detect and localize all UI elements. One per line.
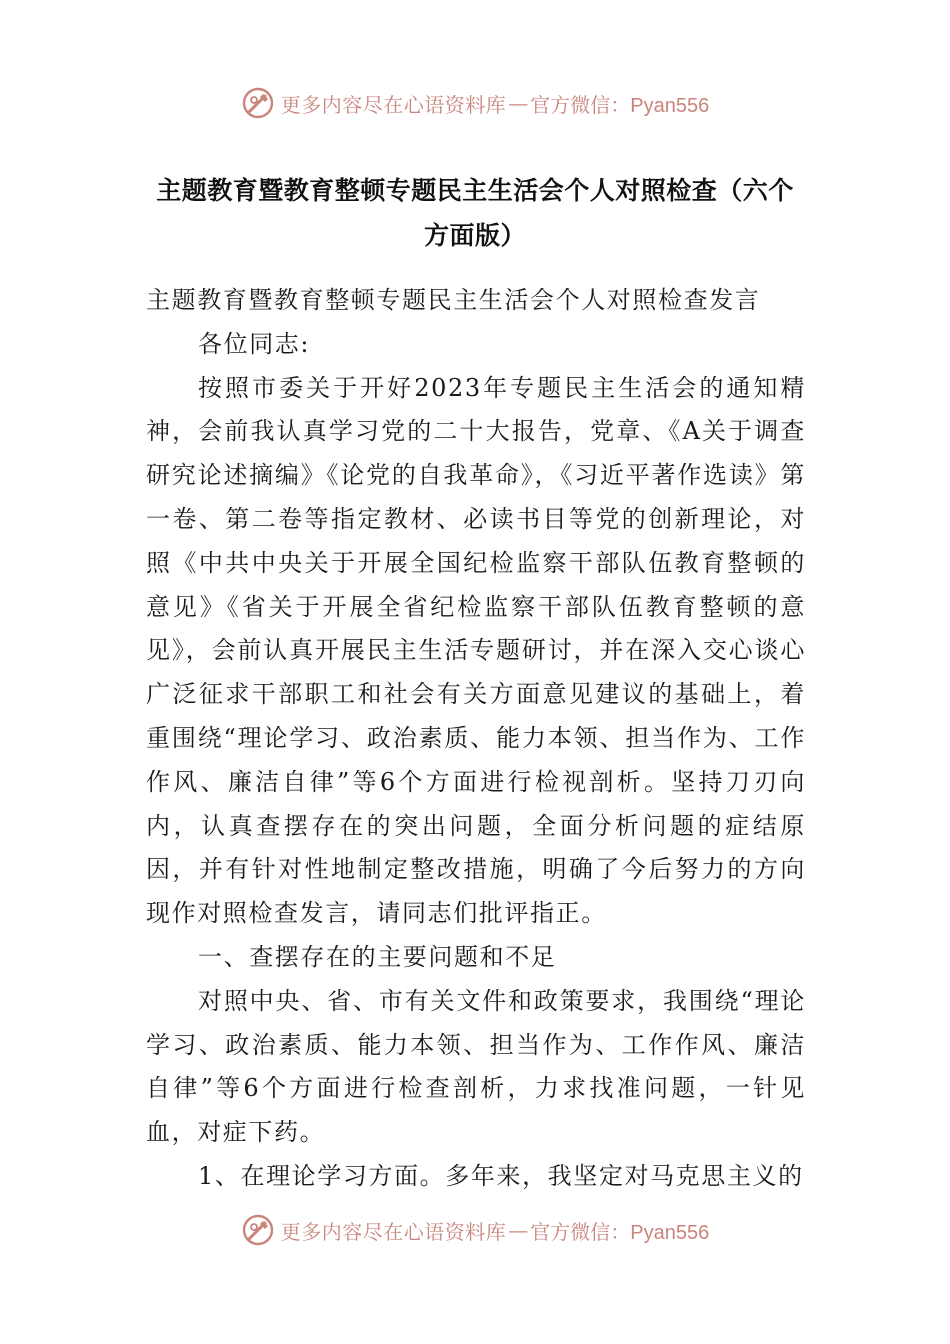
paragraph: 按照市委关于开好2023年专题民主生活会的通知精神，会前我认真学习党的二十大报告，党章、《A关于调查研究论述摘编》《论党的自我革命》，《习近平著作选读》第一卷、第二卷等指定教材、必读书目等党的创新理论，对照《中共中央关于开展全国纪检监察干部队伍教育整顿的意见》《省关于开展全省纪检监察干部队伍教育整顿的意见》，会前认真开展民主生活专题研讨，并在深入交心谈心广泛征求干部职工和社会有关方面意见建议的基础上，着重围绕“理论学习、政治素质、能力本领、担当作为、工作作风、廉洁自律”等6个方面进行检视剖析。坚持刀刃向内，认真查摆存在的突出问题，全面分析问题的症结原因，并有针对性地制定整改措施，明确了今后努力的方向现作对照检查发言，请同志们批评指正。 [146,373,806,928]
watermark-banner-top [0,80,950,126]
watermark-banner-bottom [0,1207,950,1253]
paragraph: 对照中央、省、市有关文件和政策要求，我围绕“理论学习、政治素质、能力本领、担当作为、工作作风、廉洁自律”等6个方面进行检查剖析，力求找准问题，一针见血，对症下药。 [146,986,806,1147]
document-body [146,279,806,1199]
watermark-separator: — [508,1218,529,1242]
salutation: 各位同志: [198,329,311,358]
watermark-text: 更多内容尽在心语资料库 [280,92,507,117]
watermark-wechat: 官方微信：Pyan556 [530,1221,710,1244]
section-heading: 一、查摆存在的主要问题和不足 [198,942,557,971]
pen-circle-logo-icon [241,1213,275,1247]
document-subtitle: 主题教育暨教育整顿专题民主生活会个人对照检查发言 [146,286,761,314]
document-title: 主题教育暨教育整顿专题民主生活会个人对照检查（六个方面版） [156,176,794,250]
paragraph: 1、在理论学习方面。多年来，我坚定对马克思主义的 [198,1161,804,1190]
watermark-text: 更多内容尽在心语资料库 [280,1219,507,1244]
watermark-wechat: 官方微信：Pyan556 [530,94,710,117]
pen-circle-logo-icon [241,86,275,120]
watermark-separator: — [508,91,529,115]
